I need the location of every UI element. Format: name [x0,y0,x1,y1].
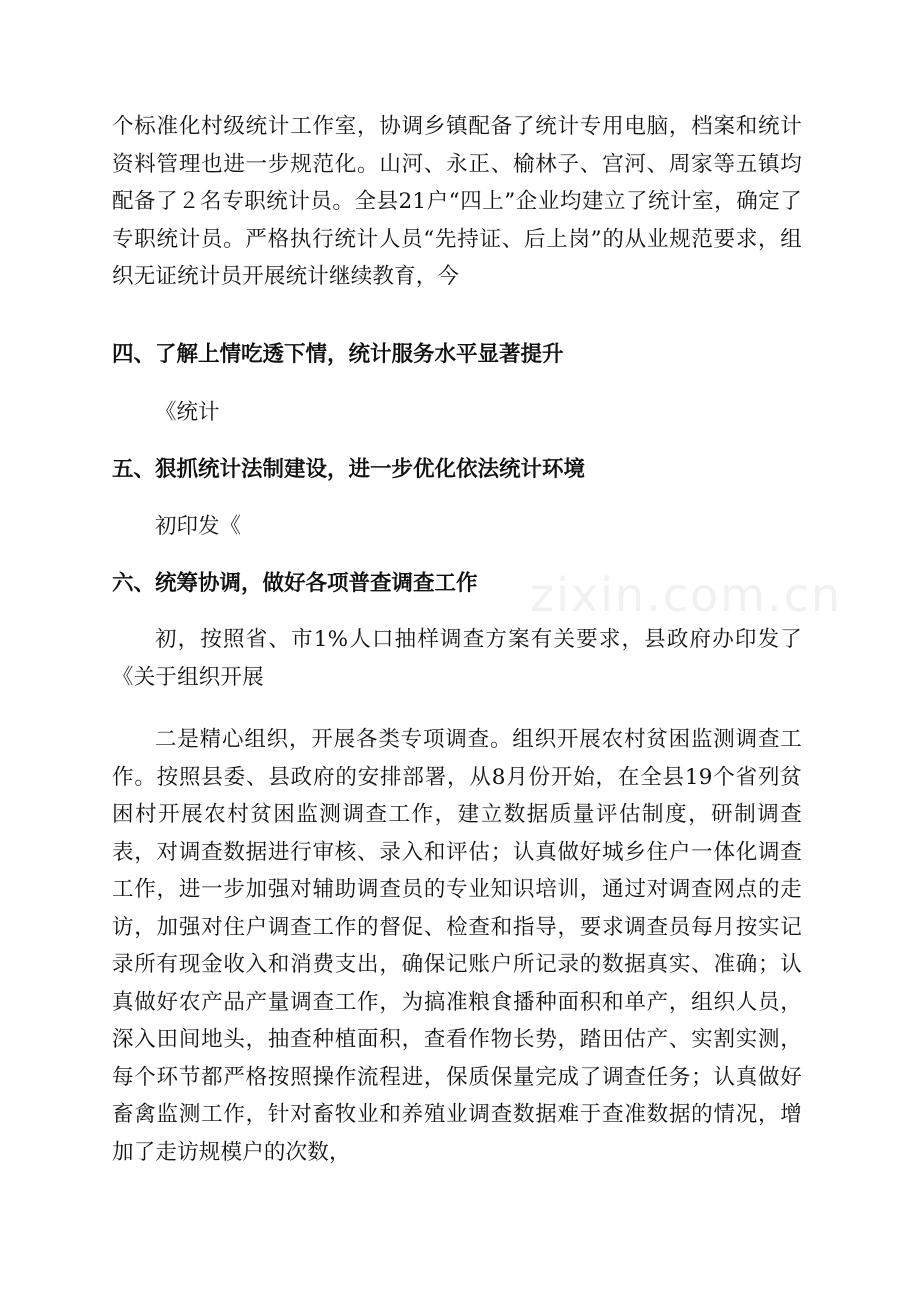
section-heading-6: 六、统筹协调，做好各项普查调查工作 [112,571,478,596]
section-heading-4: 四、了解上情吃透下情，统计服务水平显著提升 [112,342,564,367]
paragraph-census: 初，按照省、市1%人口抽样调查方案有关要求，县政府办印发了《关于组织开展 [112,627,802,690]
paragraph-staffing: 个标准化村级统计工作室，协调乡镇配备了统计专用电脑，档案和统计资料管理也进一步规范化。山河、永正、榆林子、宫河、周家等五镇均配备了２名专职统计员。全县21户“四上”企业均建立了统计室，确定了专职统计员。严格执行统计人员“先持证、后上岗”的从业规范要求，组织无证统计员开展统计继续教育，今 [112,114,802,289]
paragraph-special-surveys: 二是精心组织，开展各类专项调查。组织开展农村贫困监测调查工作。按照县委、县政府的安排部署，从8月份开始，在全县19个省列贫困村开展农村贫困监测调查工作，建立数据质量评估制度，研制调查表，对调查数据进行审核、录入和评估；认真做好城乡住户一体化调查工作，进一步加强对辅助调查员的专业知识培训，通过对调查网点的走访，加强对住户调查工作的督促、检查和指导，要求调查员每月按实记录所有现金收入和消费支出，确保记账户所记录的数据真实、准确；认真做好农产品产量调查工作，为搞准粮食播种面积和单产，组织人员，深入田间地头，抽查种植面积，查看作物长势，踏田估产、实割实测，每个环节都严格按照操作流程进，保质保量完成了调查任务；认真做好畜禽监测工作，针对畜牧业和养殖业调查数据难于查准数据的情况，增加了走访规模户的次数， [112,727,802,1165]
paragraph-fragment-4: 《统计 [155,400,220,425]
section-heading-5: 五、狠抓统计法制建设，进一步优化依法统计环境 [112,457,586,482]
paragraph-fragment-5: 初印发《 [155,514,242,539]
watermark: zixin.com.cn [530,568,843,622]
